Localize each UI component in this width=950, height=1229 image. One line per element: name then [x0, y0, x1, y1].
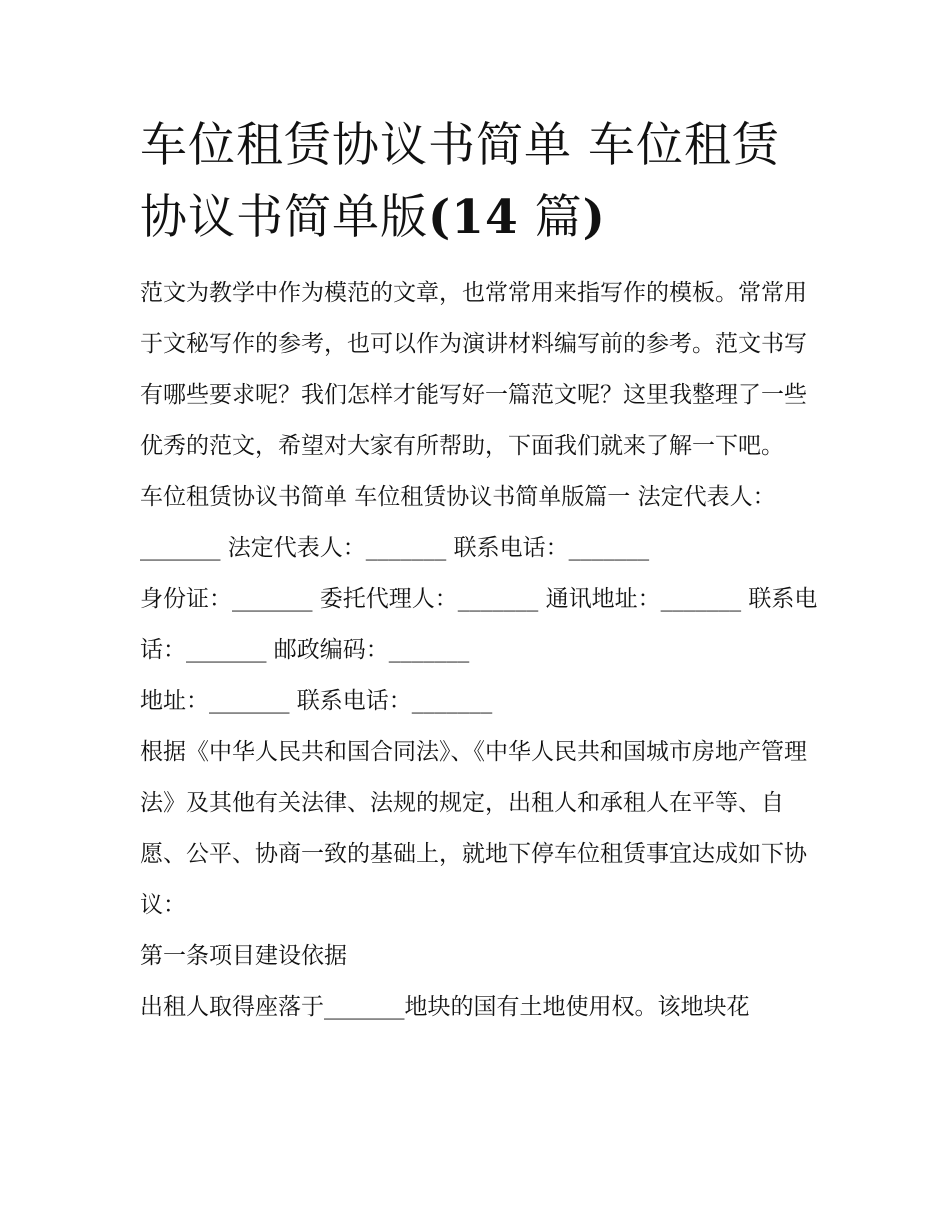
document-body [140, 268, 820, 1033]
document-page [140, 110, 820, 1033]
article-one-heading: 第一条项目建设依据 [140, 943, 347, 969]
legal-basis-paragraph: 根据《中华人民共和国合同法》、《中华人民共和国城市房地产管理法》及其他有关法律、法规的规定，出租人和承租人在平等、自愿、公平、协商一致的基础上，就地下停车位租赁事宜达成如下协议： [140, 739, 807, 918]
title-count: (14 [428, 190, 519, 245]
title-close-paren: ) [582, 190, 606, 245]
party-id-info: 身份证：_______ 委托代理人：_______ 通讯地址：_______ 联系电话：_______ 邮政编码：_______ [140, 586, 818, 663]
party-a-info: 车位租赁协议书简单 车位租赁协议书简单版篇一 法定代表人：_______ 法定代表人：_______ 联系电话：_______ [140, 484, 776, 561]
title-line-2 [140, 182, 820, 254]
title-line-1: 车位租赁协议书简单 车位租赁 [140, 118, 780, 173]
article-one-text: 出租人取得座落于_______地块的国有土地使用权。该地块花 [140, 994, 750, 1020]
document-title [140, 110, 820, 254]
title-line-2-prefix: 协议书简单版 [140, 190, 428, 245]
title-count-unit: 篇 [518, 190, 583, 245]
intro-paragraph: 范文为教学中作为模范的文章，也常常用来指写作的模板。常常用于文秘写作的参考，也可以作为演讲材料编写前的参考。范文书写有哪些要求呢？我们怎样才能写好一篇范文呢？这里我整理了一些优秀的范文，希望对大家有所帮助，下面我们就来了解一下吧。 [140, 280, 807, 459]
address-info: 地址：_______ 联系电话：_______ [140, 688, 493, 714]
